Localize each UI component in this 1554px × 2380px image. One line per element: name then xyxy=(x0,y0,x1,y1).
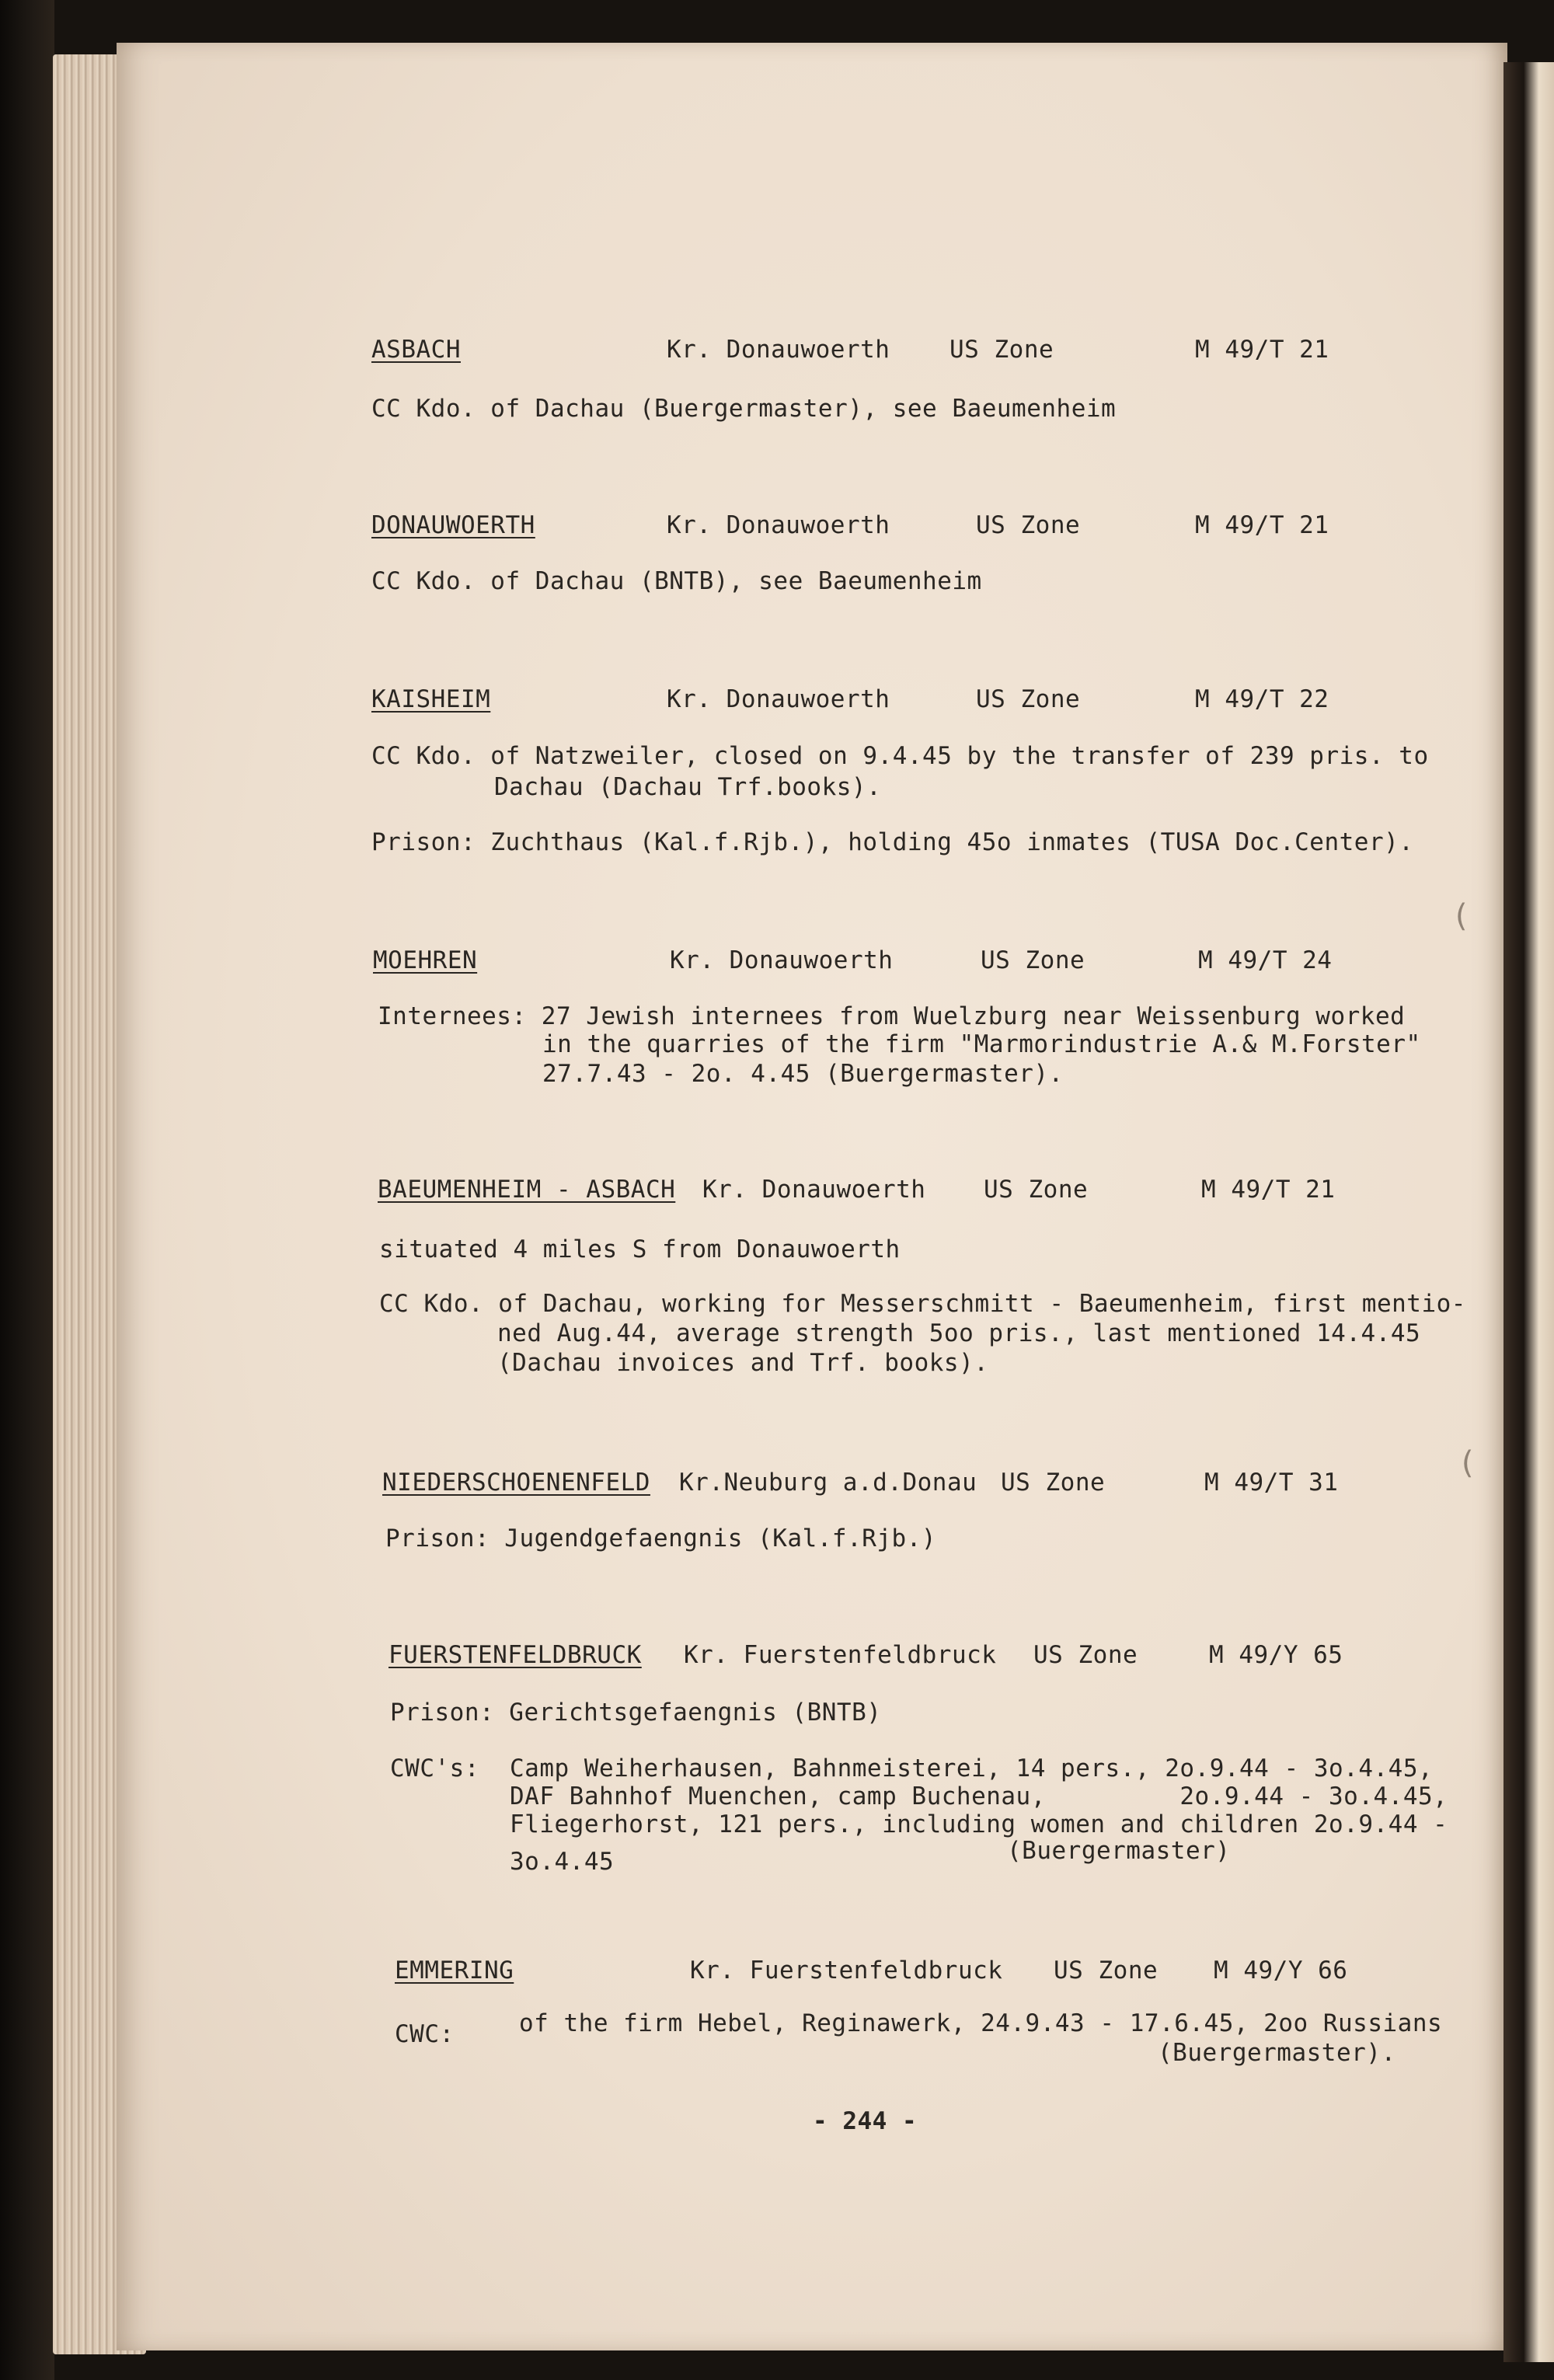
entry-label: CWC: xyxy=(395,2020,455,2048)
entry-line: CC Kdo. of Natzweiler, closed on 9.4.45 by the transfer of 239 pris. to xyxy=(371,742,1429,770)
entry-district: Kr. Donauwoerth xyxy=(667,511,890,539)
entry-place: MOEHREN xyxy=(373,946,478,974)
entry-district: Kr. Fuerstenfeldbruck xyxy=(690,1957,1003,1984)
entry-line: Internees: 27 Jewish internees from Wuelzburg near Weissenburg worked xyxy=(378,1002,1406,1030)
margin-mark: ( xyxy=(1451,898,1471,934)
entry-reference: M 49/T 24 xyxy=(1198,946,1333,974)
entry-district: Kr. Donauwoerth xyxy=(702,1176,926,1204)
entry-line: Prison: Jugendgefaengnis (Kal.f.Rjb.) xyxy=(385,1525,937,1552)
entry-line: Camp Weiherhausen, Bahnmeisterei, 14 pers., 2o.9.44 - 3o.4.45, xyxy=(510,1755,1434,1782)
entry-line: Prison: Zuchthaus (Kal.f.Rjb.), holding 45o inmates (TUSA Doc.Center). xyxy=(371,828,1414,856)
margin-mark: ( xyxy=(1458,1445,1477,1481)
entry-zone: US Zone xyxy=(1033,1641,1138,1669)
entry-district: Kr. Donauwoerth xyxy=(670,946,894,974)
entry-reference: M 49/Y 65 xyxy=(1209,1641,1343,1669)
entry-place: BAEUMENHEIM - ASBACH xyxy=(378,1176,676,1204)
entry-line: 27.7.43 - 2o. 4.45 (Buergermaster). xyxy=(542,1060,1064,1088)
entry-line: CC Kdo. of Dachau (BNTB), see Baeumenheim xyxy=(371,567,982,595)
entry-place: DONAUWOERTH xyxy=(371,511,535,539)
entry-line: 3o.4.45 xyxy=(510,1848,615,1876)
entry-zone: US Zone xyxy=(1054,1957,1159,1984)
entry-line: in the quarries of the firm "Marmorindustrie A.& M.Forster" xyxy=(542,1030,1421,1058)
entry-label: CWC's: xyxy=(390,1755,479,1782)
entry-line: situated 4 miles S from Donauwoerth xyxy=(379,1235,901,1263)
entry-district: Kr. Donauwoerth xyxy=(667,685,890,713)
entry-line: CC Kdo. of Dachau, working for Messerschmitt - Baeumenheim, first mentio- xyxy=(379,1290,1466,1318)
entry-line: Prison: Gerichtsgefaengnis (BNTB) xyxy=(390,1699,882,1727)
entry-place: FUERSTENFELDBRUCK xyxy=(388,1641,642,1669)
entry-line: of the firm Hebel, Reginawerk, 24.9.43 - 17.6.45, 2oo Russians xyxy=(519,2009,1443,2037)
entry-place: KAISHEIM xyxy=(371,685,491,713)
entry-zone: US Zone xyxy=(984,1176,1089,1204)
entry-district: Kr.Neuburg a.d.Donau xyxy=(679,1469,977,1497)
entry-reference: M 49/Y 66 xyxy=(1214,1957,1348,1984)
entry-district: Kr. Donauwoerth xyxy=(667,336,890,364)
page-number: - 244 - xyxy=(813,2107,918,2135)
entry-zone: US Zone xyxy=(976,511,1081,539)
entry-line: Fliegerhorst, 121 pers., including women and children 2o.9.44 - xyxy=(510,1810,1448,1838)
entry-zone: US Zone xyxy=(1001,1469,1106,1497)
entry-line: DAF Bahnhof Muenchen, camp Buchenau, 2o.9.44 - 3o.4.45, xyxy=(510,1782,1448,1810)
entry-place: EMMERING xyxy=(395,1957,514,1984)
entry-place: NIEDERSCHOENENFELD xyxy=(382,1469,650,1497)
entry-reference: M 49/T 21 xyxy=(1195,511,1329,539)
entry-reference: M 49/T 31 xyxy=(1204,1469,1339,1497)
entry-zone: US Zone xyxy=(976,685,1081,713)
entry-source: (Buergermaster) xyxy=(1007,1837,1231,1865)
entry-line: ned Aug.44, average strength 5oo pris., last mentioned 14.4.45 xyxy=(497,1319,1421,1347)
entry-line: Dachau (Dachau Trf.books). xyxy=(494,773,882,801)
entry-place: ASBACH xyxy=(371,336,461,364)
entry-zone: US Zone xyxy=(949,336,1054,364)
entry-reference: M 49/T 21 xyxy=(1195,336,1329,364)
entry-reference: M 49/T 21 xyxy=(1201,1176,1336,1204)
entry-line: (Dachau invoices and Trf. books). xyxy=(497,1349,989,1377)
entry-district: Kr. Fuerstenfeldbruck xyxy=(684,1641,997,1669)
entry-reference: M 49/T 22 xyxy=(1195,685,1329,713)
facing-page-edge xyxy=(1503,62,1554,2362)
book-binding xyxy=(0,0,54,2380)
entry-source: (Buergermaster). xyxy=(1158,2039,1396,2067)
entry-zone: US Zone xyxy=(981,946,1085,974)
entry-line: CC Kdo. of Dachau (Buergermaster), see Baeumenheim xyxy=(371,395,1117,423)
